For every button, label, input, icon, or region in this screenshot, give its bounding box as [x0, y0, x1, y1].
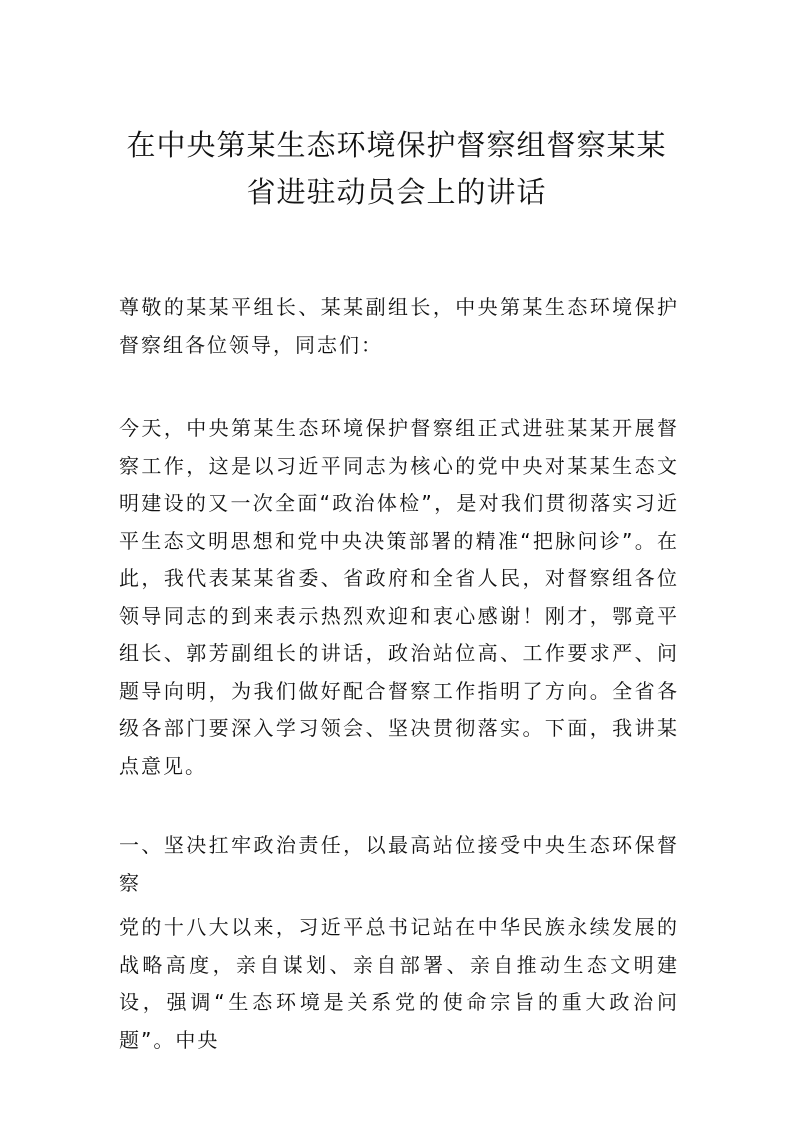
salutation-paragraph: 尊敬的某某平组长、某某副组长，中央第某生态环境保护督察组各位领导，同志们：	[119, 295, 679, 357]
document-title-line-2: 省进驻动员会上的讲话	[246, 175, 547, 209]
document-title-line-1: 在中央第某生态环境保护督察组督察某某	[126, 128, 667, 162]
body-paragraph: 党的十八大以来，习近平总书记站在中华民族永续发展的战略高度，亲自谋划、亲自部署、亲自推动生态文明建设，强调“生态环境是关系党的使命宗旨的重大政治问题”。中央	[119, 915, 679, 1052]
section-heading: 一、坚决扛牢政治责任，以最高站位接受中央生态环保督察	[119, 833, 679, 895]
opening-paragraph: 今天，中央第某生态环境保护督察组正式进驻某某开展督察工作，这是以习近平同志为核心的党中央对某某生态文明建设的又一次全面“政治体检”，是对我们贯彻落实习近平生态文明思想和党中央决策部署的精准“把脉问诊”。在此，我代表某某省委、省政府和全省人民，对督察组各位领导同志的到来表示热烈欢迎和衷心感谢！刚才，鄂竟平组长、郭芳副组长的讲话，政治站位高、工作要求严、问题导向明，为我们做好配合督察工作指明了方向。全省各级各部门要深入学习领会、坚决贯彻落实。下面，我讲某点意见。	[119, 416, 679, 778]
